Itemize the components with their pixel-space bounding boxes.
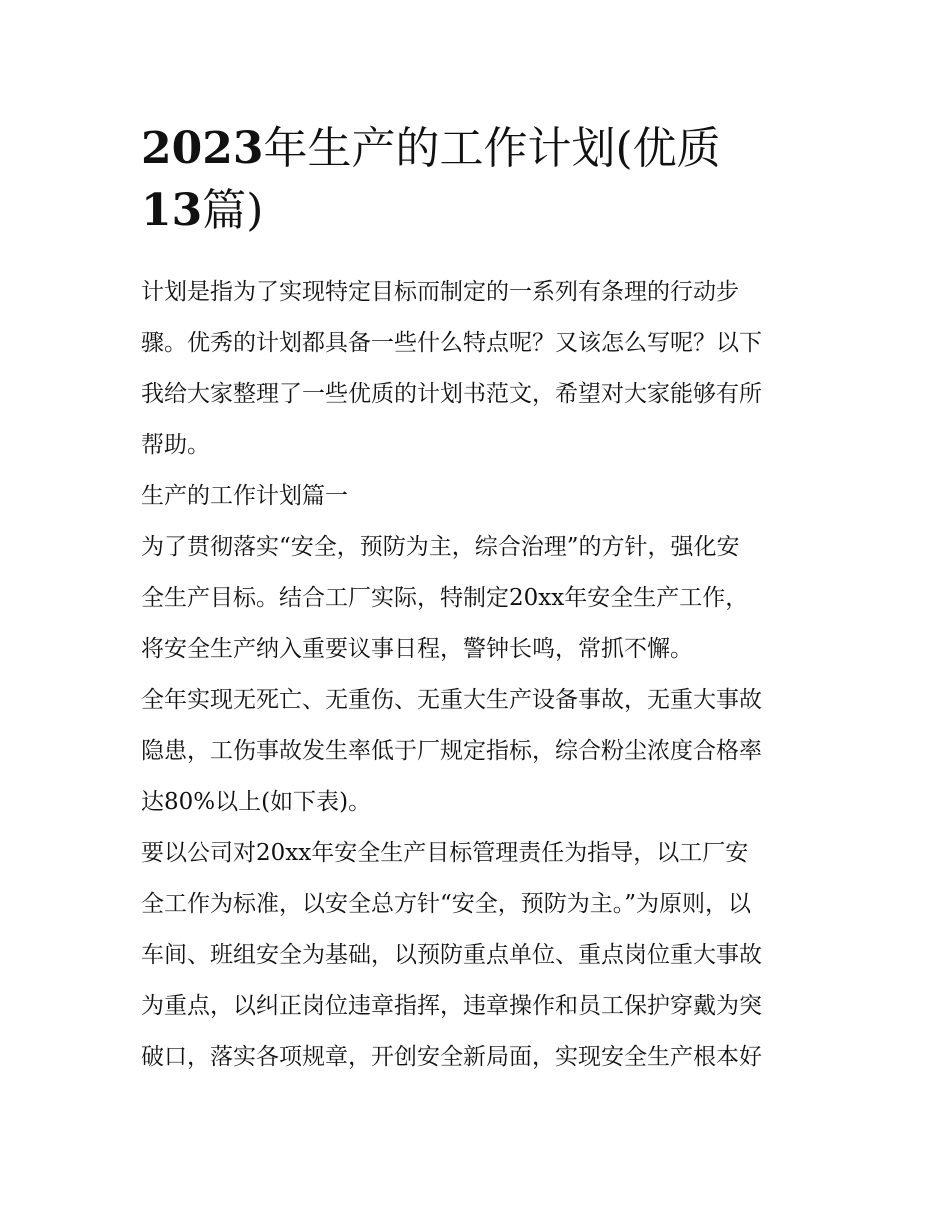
text-line: 骤。优秀的计划都具备一些什么特点呢？又该怎么写呢？以下 — [141, 330, 762, 356]
document-title — [141, 118, 811, 242]
body-paragraph — [141, 675, 811, 828]
text-line: 帮助。 — [141, 432, 210, 458]
text-line: 全生产目标。结合工厂实际，特制定20xx年安全生产工作， — [141, 585, 749, 611]
text-line: 全工作为标准，以安全总方针“安全，预防为主。”为原则，以 — [141, 891, 752, 917]
body-paragraph — [141, 522, 811, 675]
text-line: 生产的工作计划篇一 — [141, 483, 348, 509]
title-count: 13 — [141, 185, 203, 236]
section-heading — [141, 471, 811, 522]
document-content — [141, 118, 811, 1083]
text-line: 将安全生产纳入重要议事日程，警钟长鸣，常抓不懈。 — [141, 636, 693, 662]
intro-paragraph — [141, 267, 811, 471]
text-line: 计划是指为了实现特定目标而制定的一系列有条理的行动步 — [141, 279, 739, 305]
title-line — [141, 180, 811, 242]
document-body — [141, 267, 811, 1083]
text-line: 隐患，工伤事故发生率低于厂规定指标，综合粉尘浓度合格率 — [141, 738, 762, 764]
text-line: 为了贯彻落实“安全，预防为主，综合治理”的方针，强化安 — [141, 534, 740, 560]
title-year: 2023 — [141, 123, 264, 174]
text-line: 车间、班组安全为基础，以预防重点单位、重点岗位重大事故 — [141, 942, 762, 968]
text-line: 破口，落实各项规章，开创安全新局面，实现安全生产根本好 — [141, 1044, 762, 1070]
title-text: 篇) — [202, 185, 264, 236]
text-line: 要以公司对20xx年安全生产目标管理责任为指导，以工厂安 — [141, 840, 749, 866]
title-text: 年生产的工作计划(优质 — [263, 123, 721, 174]
text-line: 达80%以上(如下表)。 — [141, 789, 372, 815]
text-line: 全年实现无死亡、无重伤、无重大生产设备事故，无重大事故 — [141, 687, 762, 713]
title-line — [141, 118, 811, 180]
text-line: 为重点，以纠正岗位违章指挥，违章操作和员工保护穿戴为突 — [141, 993, 762, 1019]
body-paragraph — [141, 828, 811, 1083]
text-line: 我给大家整理了一些优质的计划书范文，希望对大家能够有所 — [141, 381, 762, 407]
